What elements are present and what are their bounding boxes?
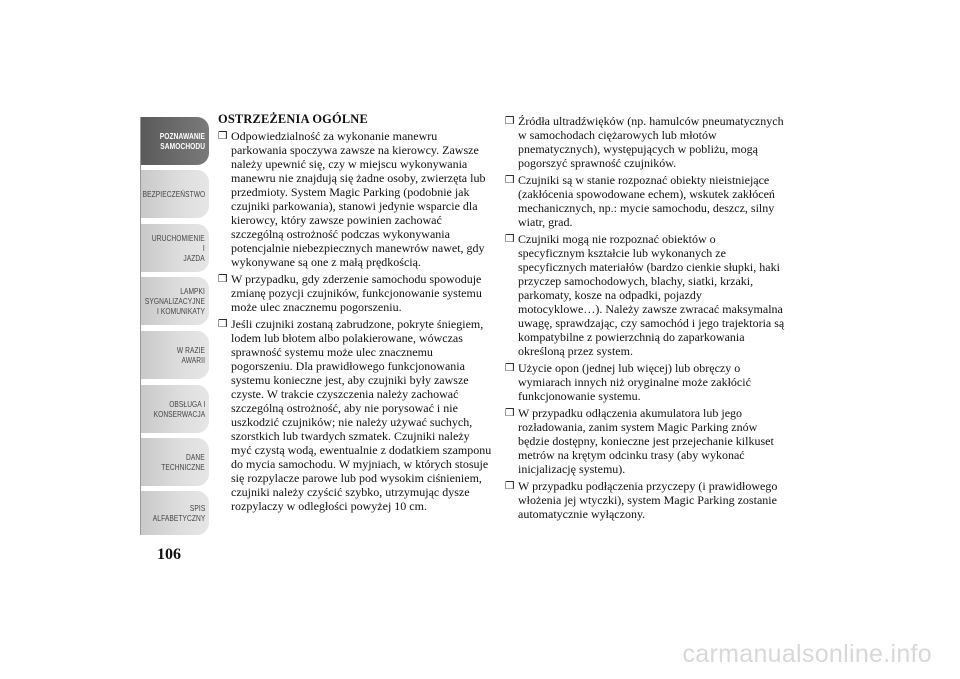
checkbox-bullet-icon: ❒: [505, 233, 515, 245]
left-column: [218, 112, 492, 516]
checkbox-bullet-icon: ❒: [505, 362, 515, 374]
warning-text: Czujniki są w stanie rozpoznać obiekty nieistniejące (zakłócenia spowodowane echem), wskutek zakłóceń mechanicznych, np.: mycie samochodu, deszcz, silny wiatr, grad.: [518, 173, 775, 229]
tab-bezpieczenstwo[interactable]: [141, 170, 209, 218]
watermark: carmanualsonline.info: [682, 640, 932, 668]
right-column: [505, 114, 785, 524]
warning-item: [505, 406, 785, 476]
checkbox-bullet-icon: ❒: [218, 273, 228, 285]
warning-text: W przypadku podłączenia przyczepy (i prawidłowego włożenia jej wtyczki), system Magic Parking zostanie automatycznie wyłączony.: [518, 479, 778, 521]
checkbox-bullet-icon: ❒: [505, 480, 515, 492]
tab-spis-alfabetyczny[interactable]: [141, 491, 209, 535]
tab-w-razie-awarii[interactable]: [141, 331, 209, 379]
section-title: OSTRZEŻENIA OGÓLNE: [218, 112, 368, 126]
warning-item: [505, 173, 785, 229]
chapter-tabs: [140, 117, 212, 535]
tab-obsluga-i-konserwacja[interactable]: [141, 385, 209, 433]
warning-text: Jeśli czujniki zostaną zabrudzone, pokryte śniegiem, lodem lub błotem albo polakierowane, wówczas sprawność systemu może ulec znacznemu pogorszeniu. Dla prawidłowego funkcjonowania systemu konieczne jest, aby czujniki były zawsze czyste. W trakcie czyszczenia należy zachować szczególną ostrożność, aby nie porysować i nie uszkodzić czujników; nie należy używać suchych, szorstkich lub twardych szmatek. Czujniki należy myć czystą wodą, ewentualnie z dodatkiem szamponu do mycia samochodu. W myjniach, w których stosuje się rozpylacze parowe lub pod wysokim ciśnieniem, czujniki należy czyścić szybko, utrzymując dysze rozpylaczy w odległości powyżej 10 cm.: [231, 317, 492, 513]
warning-item: [218, 272, 492, 314]
tab-label: LAMPKI SYGNALIZACYJNE I KOMUNIKATY: [144, 286, 205, 316]
warning-text: Czujniki mogą nie rozpoznać obiektów o specyficznym kształcie lub wykonanych ze specyficznych materiałów (bardzo cienkie słupki, haki przyczep samochodowych, blachy, siatki, krzaki, parkomaty, kosze na odpadki, pojazdy motocyklowe…). Należy zawsze zwracać maksymalna uwagę, sprawdzając, czy samochód i jego trajektoria są kompatybilne z powierzchnią do zaparkowania określoną przez system.: [518, 232, 785, 358]
checkbox-bullet-icon: ❒: [218, 130, 228, 142]
tab-label: OBSŁUGA I KONSERWACJA: [153, 399, 205, 419]
warning-item: [505, 479, 785, 521]
warning-text: Źródła ultradźwięków (np. hamulców pneumatycznych w samochodach ciężarowych lub młotów pnematycznych), występujących w pobliżu, mogą pogorszyć sprawność czujników.: [518, 114, 784, 170]
tab-lampki-sygnalizacyjne[interactable]: [141, 277, 209, 325]
tab-label: BEZPIECZEŃSTWO: [142, 189, 205, 199]
checkbox-bullet-icon: ❒: [505, 115, 515, 127]
warning-text: Użycie opon (jednej lub więcej) lub obręczy o wymiarach innych niż oryginalne może zakłócić funkcjonowanie systemu.: [518, 361, 751, 403]
warning-item: [505, 361, 785, 403]
tab-label: POZNAWANIE SAMOCHODU: [159, 131, 205, 151]
tab-label: URUCHOMIENIE I JAZDA: [152, 233, 205, 263]
tab-dane-techniczne[interactable]: [141, 438, 209, 486]
checkbox-bullet-icon: ❒: [505, 407, 515, 419]
warning-text: W przypadku odłączenia akumulatora lub jego rozładowania, zanim system Magic Parking znów będzie dostępny, konieczne jest przejechanie kilkuset metrów na krętym odcinku trasy (aby wykonać inicjalizację systemu).: [518, 406, 774, 476]
page-number: 106: [157, 546, 181, 563]
warning-item: [505, 232, 785, 358]
tab-label: W RAZIE AWARII: [176, 345, 205, 365]
warning-item: [218, 129, 492, 269]
tab-uruchomienie-i-jazda[interactable]: [141, 224, 209, 272]
checkbox-bullet-icon: ❒: [218, 318, 228, 330]
tab-poznawanie-samochodu[interactable]: [141, 117, 209, 165]
warning-item: [218, 317, 492, 513]
warning-text: W przypadku, gdy zderzenie samochodu spowoduje zmianę pozycji czujników, funkcjonowanie systemu może ulec znacznemu pogorszeniu.: [231, 272, 482, 314]
tab-label: DANE TECHNICZNE: [161, 452, 205, 472]
tab-label: SPIS ALFABETYCZNY: [152, 503, 205, 523]
checkbox-bullet-icon: ❒: [505, 174, 515, 186]
warning-item: [505, 114, 785, 170]
warning-text: Odpowiedzialność za wykonanie manewru parkowania spoczywa zawsze na kierowcy. Zawsze należy upewnić się, czy w miejscu wykonywania manewru nie znajdują się żadne osoby, zwierzęta lub przedmioty. System Magic Parking (podobnie jak czujniki parkowania), stanowi jedynie wsparcie dla kierowcy, który zawsze powinien zachować szczególną ostrożność podczas wykonywania potencjalnie niebezpiecznych manewrów nawet, gdy wykonywane są one z małą prędkością.: [231, 129, 486, 269]
